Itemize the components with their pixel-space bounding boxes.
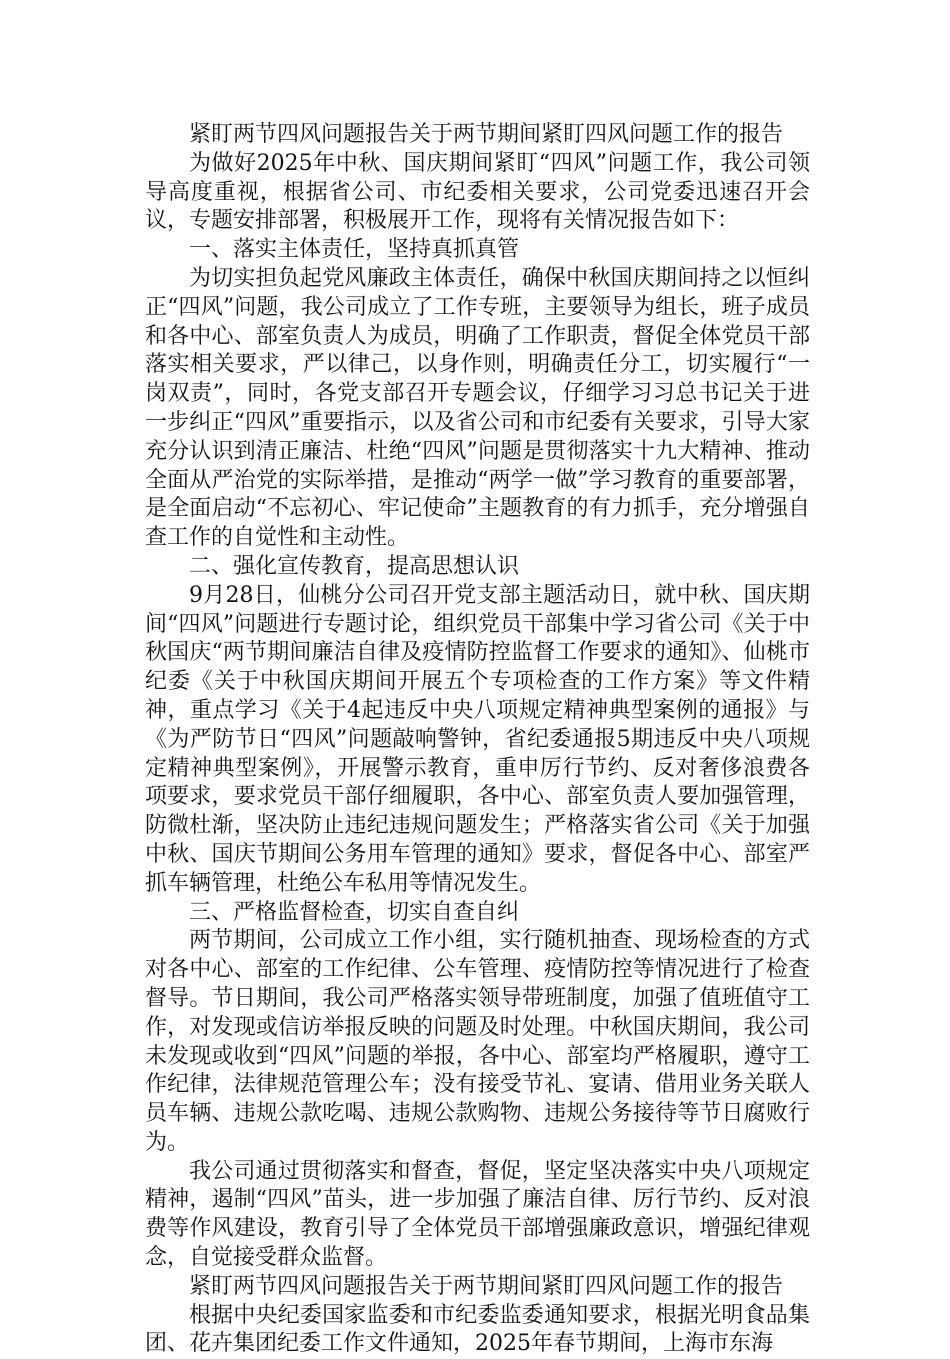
intro-paragraph: 为做好2025年中秋、国庆期间紧盯“四风”问题工作，我公司领导高度重视，根据省公司、市纪委相关要求，公司党委迅速召开会议，专题安排部署，积极展开工作，现将有关情况报告如下： bbox=[145, 150, 810, 234]
second-report-title: 紧盯两节四风问题报告关于两节期间紧盯四风问题工作的报告 bbox=[189, 1273, 784, 1299]
section-heading-3: 三、严格监督检查，切实自查自纠 bbox=[189, 899, 520, 925]
section-heading-2: 二、强化宣传教育，提高思想认识 bbox=[189, 553, 520, 579]
conclusion-paragraph: 我公司通过贯彻落实和督查，督促，坚定坚决落实中央八项规定精神，遏制“四风”苗头，进一步加强了廉洁自律、厉行节约、反对浪费等作风建设，教育引导了全体党员干部增强廉政意识，增强纪律观念，自觉接受群众监督。 bbox=[145, 1158, 810, 1271]
report-title: 紧盯两节四风问题报告关于两节期间紧盯四风问题工作的报告 bbox=[189, 122, 784, 147]
section-body-1: 为切实担负起党风廉政主体责任，确保中秋国庆期间持之以恒纠正“四风”问题，我公司成立了工作专班，主要领导为组长，班子成员和各中心、部室负责人为成员，明确了工作职责，督促全体党员干部落实相关要求，严以律己，以身作则，明确责任分工，切实履行“一岗双责”，同时，各党支部召开专题会议，仔细学习习总书记关于进一步纠正“四风”重要指示，以及省公司和市纪委有关要求，引导大家充分认识到清正廉洁、杜绝“四风”问题是贯彻落实十九大精神、推动全面从严治党的实际举措，是推动“两学一做”学习教育的重要部署，是全面启动“不忘初心、牢记使命”主题教育的有力抓手，充分增强自查工作的自觉性和主动性。 bbox=[145, 265, 810, 551]
section-body-2: 9月28日，仙桃分公司召开党支部主题活动日，就中秋、国庆期间“四风”问题进行专题讨论，组织党员干部集中学习省公司《关于中秋国庆“两节期间廉洁自律及疫情防控监督工作要求的通知》、仙桃市纪委《关于中秋国庆期间开展五个专项检查的工作方案》等文件精神，重点学习《关于4起违反中央八项规定精神典型案例的通报》与《为严防节日“四风”问题敲响警钟，省纪委通报5期违反中央八项规定精神典型案例》，开展警示教育，重申厉行节约、反对奢侈浪费各项要求，要求党员干部仔细履职，各中心、部室负责人要加强管理，防微杜渐，坚决防止违纪违规问题发生；严格落实省公司《关于加强中秋、国庆节期间公务用车管理的通知》要求，督促各中心、部室严抓车辆管理，杜绝公车私用等情况发生。 bbox=[145, 582, 810, 896]
second-report-intro: 根据中央纪委国家监委和市纪委监委通知要求，根据光明食品集团、花卉集团纪委工作文件通知，2025年春节期间，上海市东海 bbox=[145, 1302, 810, 1357]
section-body-3: 两节期间，公司成立工作小组，实行随机抽查、现场检查的方式对各中心、部室的工作纪律、公车管理、疫情防控等情况进行了检查督导。节日期间，我公司严格落实领导带班制度，加强了值班值守工作，对发现或信访举报反映的问题及时处理。中秋国庆期间，我公司未发现或收到“四风”问题的举报，各中心、部室均严格履职，遵守工作纪律，法律规范管理公车；没有接受节礼、宴请、借用业务关联人员车辆、违规公款吃喝、违规公款购物、违规公务接待等节日腐败行为。 bbox=[145, 928, 810, 1155]
section-heading-1: 一、落实主体责任，坚持真抓真管 bbox=[189, 237, 520, 263]
document-body bbox=[145, 121, 810, 1359]
